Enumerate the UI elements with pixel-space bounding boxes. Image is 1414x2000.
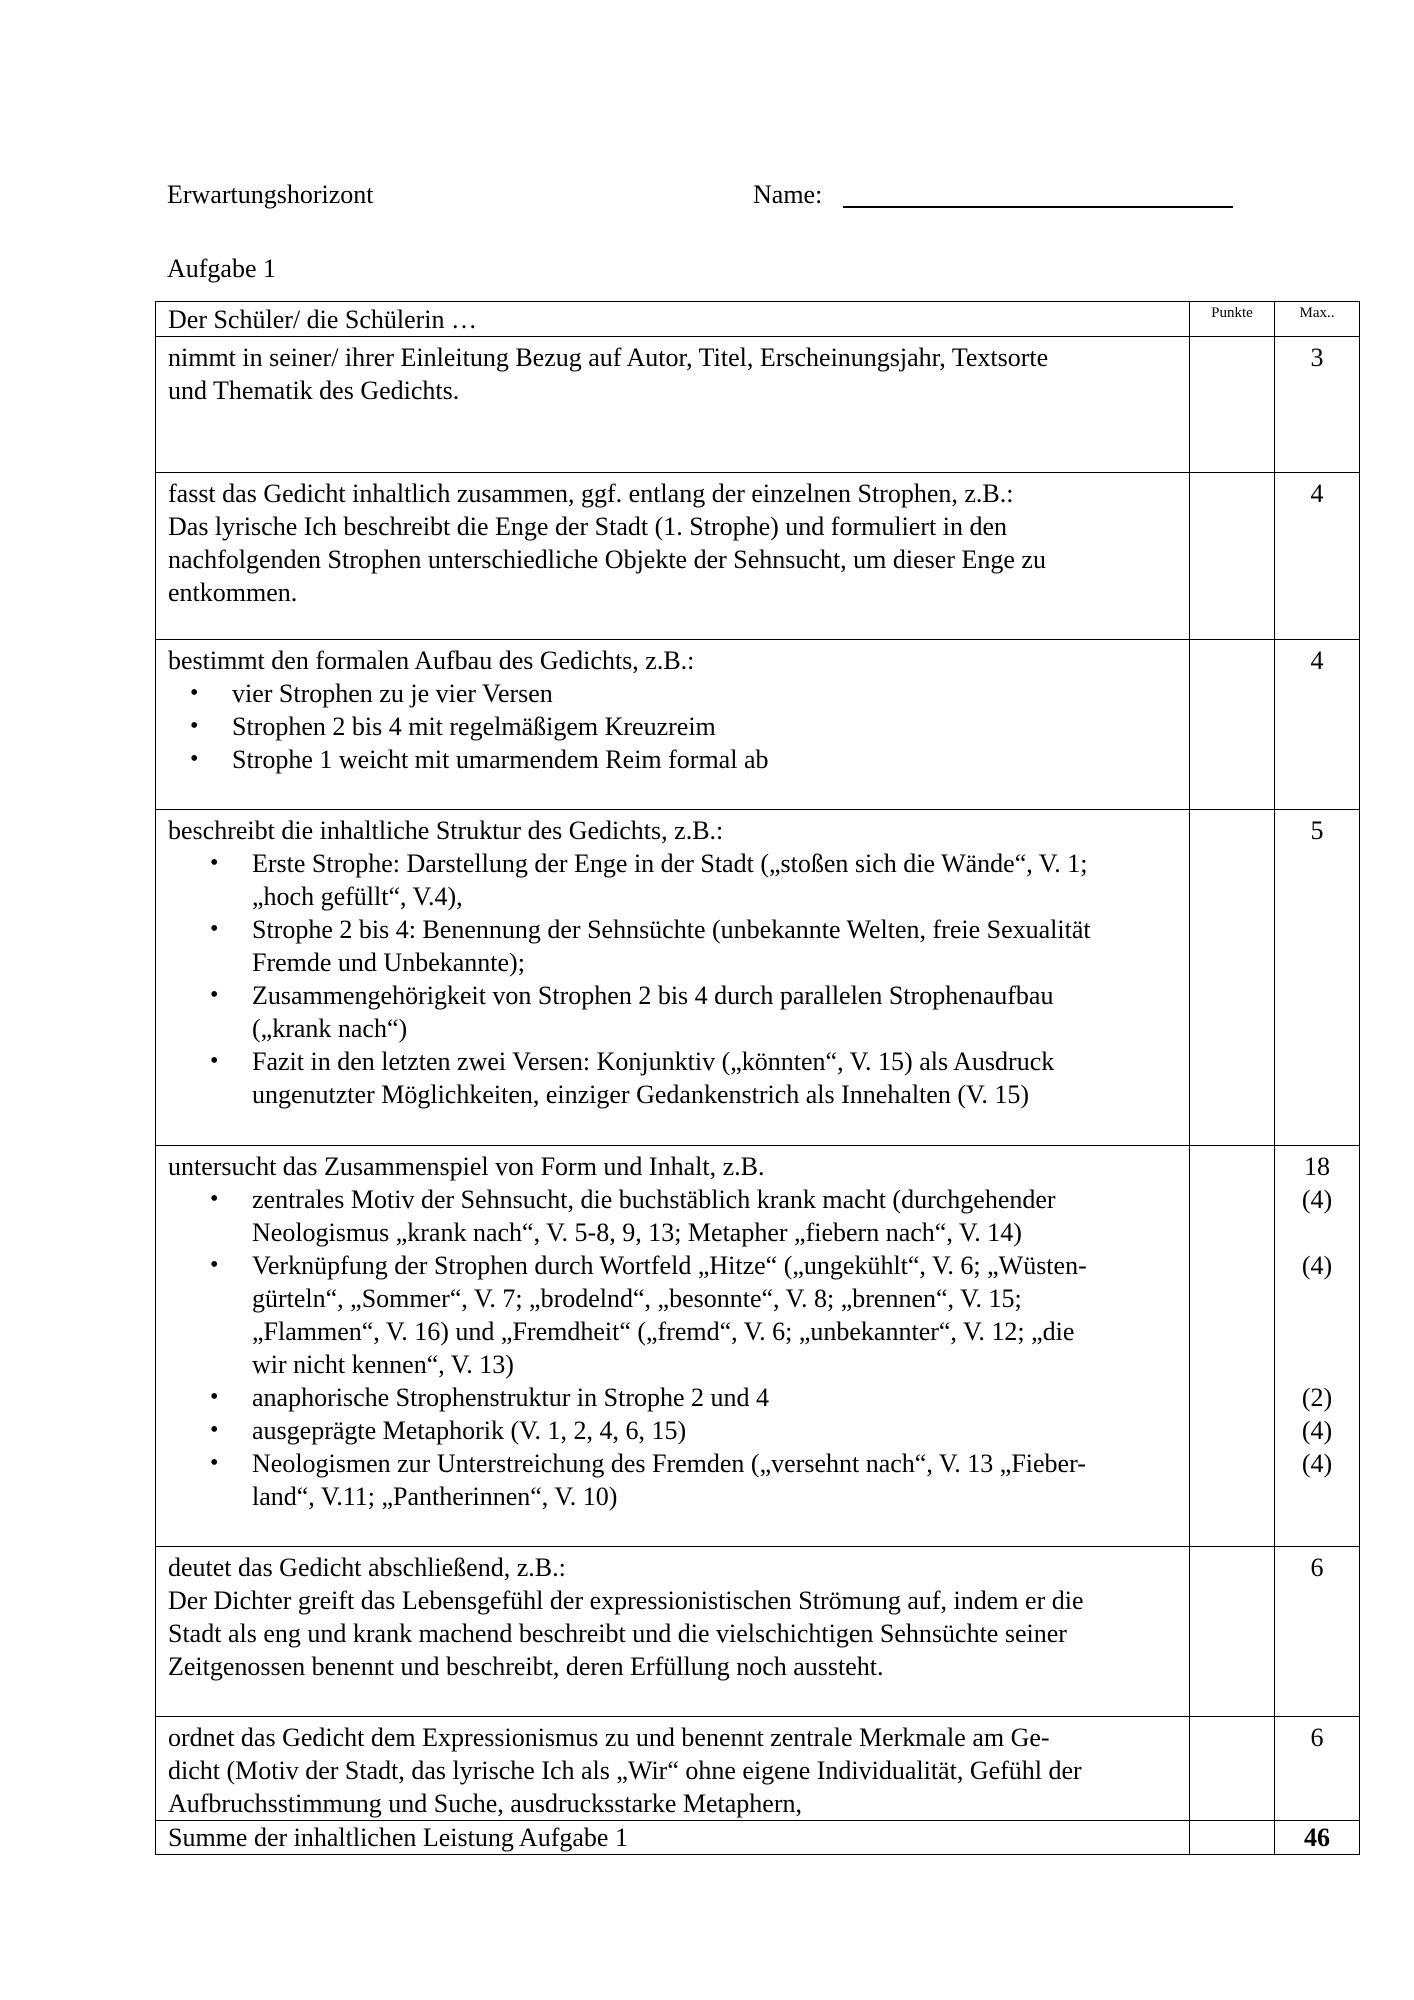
max-value: 18 <box>1304 1152 1330 1181</box>
list-item-line: ungenutzter Möglichkeiten, einziger Gedankenstrich als Innehalten (V. 15) <box>252 1080 1030 1109</box>
list-item <box>168 1447 1186 1513</box>
list-item <box>168 913 1186 979</box>
list-item <box>168 1249 1186 1381</box>
table-row <box>156 640 1360 810</box>
criteria-line: Der Dichter greift das Lebensgefühl der expressionistischen Strömung auf, indem er die <box>168 1586 1084 1615</box>
criteria-cell <box>156 640 1190 810</box>
points-cell <box>1190 1717 1275 1821</box>
list-item <box>168 1381 1186 1414</box>
criteria-line: und Thematik des Gedichts. <box>168 376 460 405</box>
list-item-line: • Strophe 2 bis 4: Benennung der Sehnsüchte (unbekannte Welten, freie Sexualität <box>252 915 1091 944</box>
table-row <box>156 810 1360 1146</box>
document-header <box>167 178 1247 214</box>
criteria-line: Stadt als eng und krank machend beschreibt und die vielschichtigen Sehnsüchte seiner <box>168 1619 1067 1648</box>
points-cell <box>1190 1146 1275 1547</box>
criteria-intro: bestimmt den formalen Aufbau des Gedichts, z.B.: <box>168 646 695 675</box>
list-item-line: gürteln“, „Sommer“, V. 7; „brodelnd“, „besonnte“, V. 8; „brennen“, V. 15; <box>252 1284 1022 1313</box>
sum-max: 46 <box>1275 1821 1360 1855</box>
points-cell <box>1190 473 1275 640</box>
list-item-line: Neologismus „krank nach“, V. 5-8, 9, 13; Metapher „fiebern nach“, V. 14) <box>252 1218 1022 1247</box>
criteria-intro: beschreibt die inhaltliche Struktur des Gedichts, z.B.: <box>168 816 724 845</box>
header-max: Max.. <box>1275 302 1360 337</box>
criteria-line: Das lyrische Ich beschreibt die Enge der Stadt (1. Strophe) und formuliert in den <box>168 512 1007 541</box>
list-item-line: Fremde und Unbekannte); <box>252 948 525 977</box>
list-item-line: • Neologismen zur Unterstreichung des Fremden („versehnt nach“, V. 13 „Fieber- <box>252 1449 1086 1478</box>
criteria-line: nachfolgenden Strophen unterschiedliche Objekte der Sehnsucht, um dieser Enge zu <box>168 545 1046 574</box>
max-cell: 6 <box>1275 1547 1360 1717</box>
criteria-cell <box>156 473 1190 640</box>
document-title: Erwartungshorizont <box>167 180 374 209</box>
list-item-line: land“, V.11; „Pantherinnen“, V. 10) <box>252 1482 618 1511</box>
points-cell <box>1190 1547 1275 1717</box>
max-cell: 4 <box>1275 640 1360 810</box>
list-item-line: • ausgeprägte Metaphorik (V. 1, 2, 4, 6, 15) <box>252 1416 687 1445</box>
grading-table <box>155 301 1360 1855</box>
table-row <box>156 1146 1360 1547</box>
criteria-line: ordnet das Gedicht dem Expressionismus zu und benennt zentrale Merkmale am Ge- <box>168 1723 1050 1752</box>
table-row <box>156 1547 1360 1717</box>
sum-label: Summe der inhaltlichen Leistung Aufgabe 1 <box>156 1821 1190 1855</box>
bullet-list <box>168 847 1186 1111</box>
max-value: (4) <box>1301 1416 1333 1445</box>
name-label: Name: <box>753 180 823 209</box>
max-value <box>1275 1348 1359 1381</box>
list-item <box>168 1183 1186 1249</box>
list-item-line: • Zusammengehörigkeit von Strophen 2 bis 4 durch parallelen Strophenaufbau <box>252 981 1054 1010</box>
max-value: (2) <box>1301 1383 1333 1412</box>
header-criteria: Der Schüler/ die Schülerin … <box>156 302 1190 337</box>
list-item-line: • Verknüpfung der Strophen durch Wortfeld „Hitze“ („ungekühlt“, V. 6; „Wüsten- <box>252 1251 1087 1280</box>
list-item: • Strophen 2 bis 4 mit regelmäßigem Kreuzreim <box>168 710 1186 743</box>
criteria-cell <box>156 1547 1190 1717</box>
criteria-line: nimmt in seiner/ ihrer Einleitung Bezug auf Autor, Titel, Erscheinungsjahr, Textsorte <box>168 343 1049 372</box>
points-cell <box>1190 640 1275 810</box>
sum-row <box>156 1821 1360 1855</box>
criteria-line: entkommen. <box>168 578 298 607</box>
list-item: • vier Strophen zu je vier Versen <box>168 677 1186 710</box>
criteria-line: deutet das Gedicht abschließend, z.B.: <box>168 1553 566 1582</box>
max-value: (4) <box>1301 1251 1333 1280</box>
max-value <box>1275 1315 1359 1348</box>
max-value <box>1275 1216 1359 1249</box>
list-item-line: „Flammen“, V. 16) und „Fremdheit“ („fremd“, V. 6; „unbekannter“, V. 12; „die <box>252 1317 1075 1346</box>
max-cell: 4 <box>1275 473 1360 640</box>
criteria-line: Aufbruchsstimmung und Suche, ausdrucksstarke Metaphern, <box>168 1789 802 1818</box>
criteria-cell <box>156 1717 1190 1821</box>
points-cell <box>1190 337 1275 473</box>
max-value: (4) <box>1301 1185 1333 1214</box>
table-row <box>156 1717 1360 1821</box>
list-item-line: • zentrales Motiv der Sehnsucht, die buchstäblich krank macht (durchgehender <box>252 1185 1056 1214</box>
criteria-line: dicht (Motiv der Stadt, das lyrische Ich als „Wir“ ohne eigene Individualität, Gefühl der <box>168 1756 1082 1785</box>
criteria-cell <box>156 1146 1190 1547</box>
criteria-cell <box>156 810 1190 1146</box>
list-item <box>168 979 1186 1045</box>
points-cell <box>1190 810 1275 1146</box>
list-item <box>168 1045 1186 1111</box>
list-item-line: • anaphorische Strophenstruktur in Strophe 2 und 4 <box>252 1383 770 1412</box>
max-value <box>1275 1282 1359 1315</box>
list-item-line: („krank nach“) <box>252 1014 408 1043</box>
max-cell <box>1275 1146 1360 1547</box>
task-label: Aufgabe 1 <box>167 254 277 283</box>
table-row <box>156 337 1360 473</box>
table-header-row <box>156 302 1360 337</box>
criteria-line: fasst das Gedicht inhaltlich zusammen, ggf. entlang der einzelnen Strophen, z.B.: <box>168 479 1014 508</box>
list-item-line: • Fazit in den letzten zwei Versen: Konjunktiv („könnten“, V. 15) als Ausdruck <box>252 1047 1055 1076</box>
list-item <box>168 1414 1186 1447</box>
list-item-line: • Erste Strophe: Darstellung der Enge in der Stadt („stoßen sich die Wände“, V. 1; <box>252 849 1088 878</box>
criteria-intro: untersucht das Zusammenspiel von Form und Inhalt, z.B. <box>168 1152 765 1181</box>
list-item-line: wir nicht kennen“, V. 13) <box>252 1350 514 1379</box>
list-item-line: „hoch gefüllt“, V.4), <box>252 882 463 911</box>
bullet-list <box>168 677 1186 776</box>
sum-points-cell <box>1190 1821 1275 1855</box>
max-cell: 5 <box>1275 810 1360 1146</box>
header-points: Punkte <box>1190 302 1275 337</box>
bullet-list <box>168 1183 1186 1513</box>
table-row <box>156 473 1360 640</box>
list-item <box>168 847 1186 913</box>
max-cell: 3 <box>1275 337 1360 473</box>
max-value: (4) <box>1301 1449 1333 1478</box>
max-cell: 6 <box>1275 1717 1360 1821</box>
list-item: • Strophe 1 weicht mit umarmendem Reim formal ab <box>168 743 1186 776</box>
name-line <box>843 206 1233 208</box>
criteria-line: Zeitgenossen benennt und beschreibt, deren Erfüllung noch aussteht. <box>168 1652 884 1681</box>
criteria-cell <box>156 337 1190 473</box>
